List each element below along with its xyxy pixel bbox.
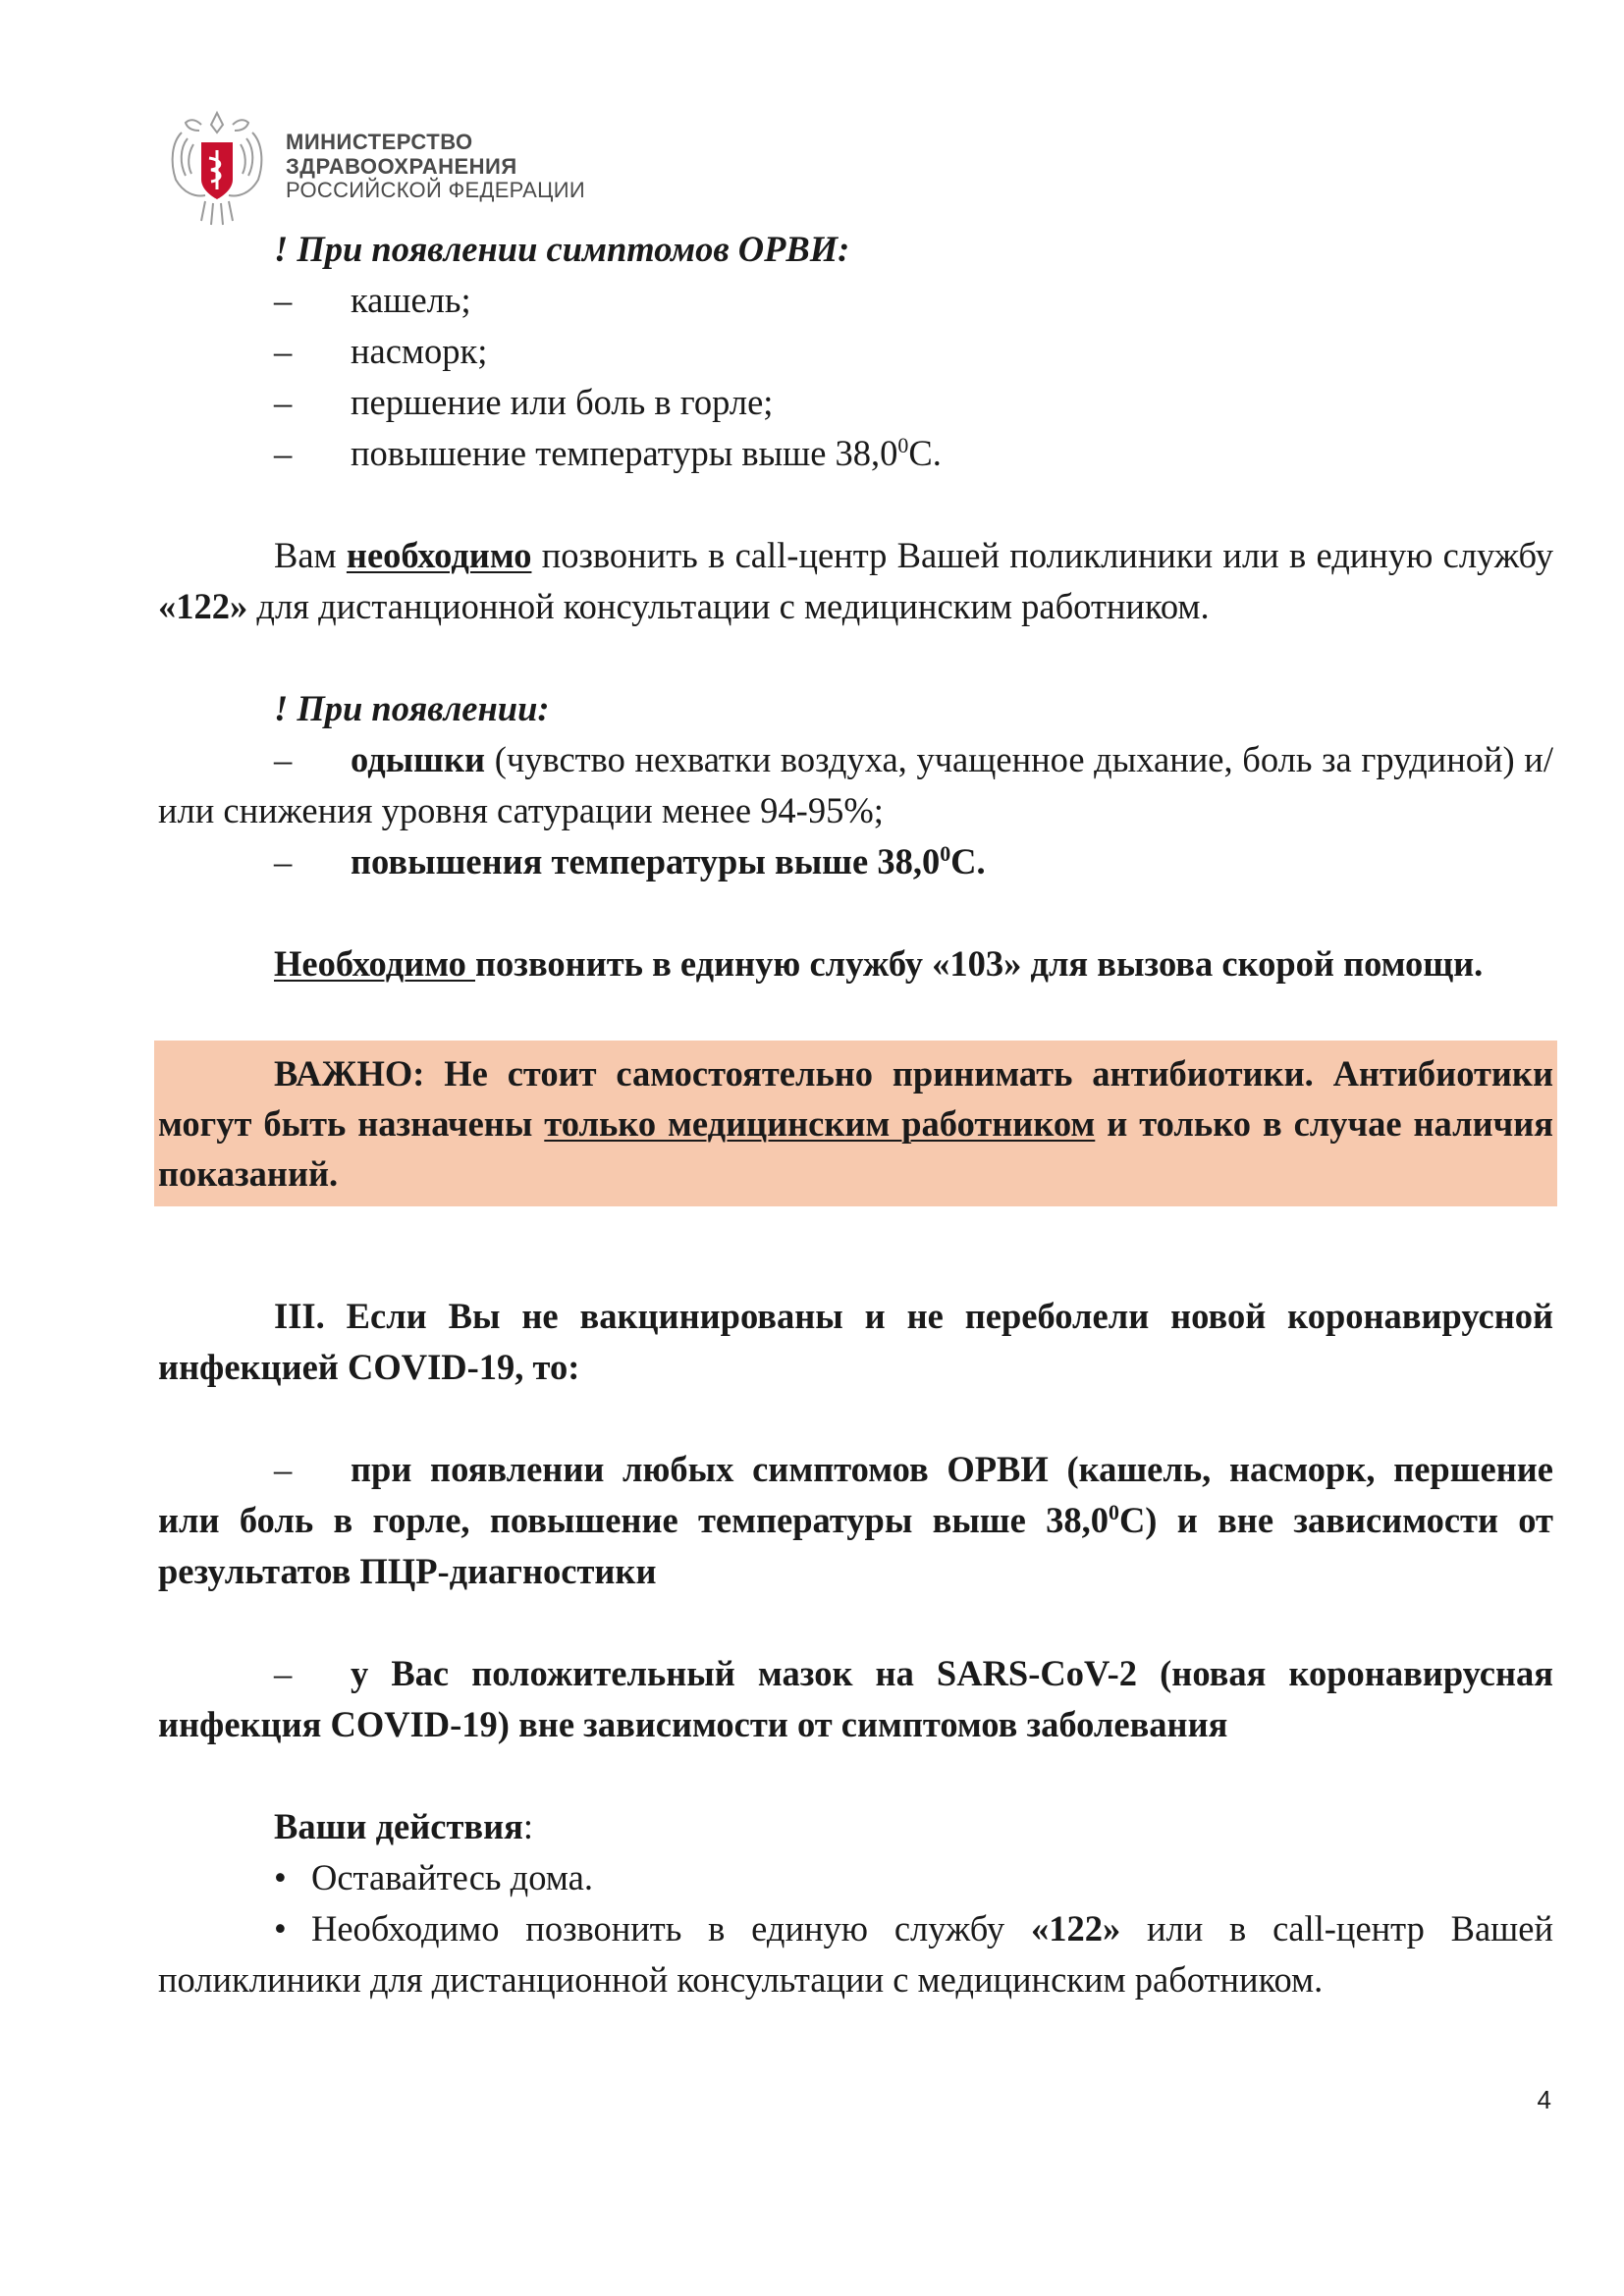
list-item <box>158 428 1553 479</box>
necessary-emphasis: необходимо <box>346 535 532 575</box>
dash-marker: – <box>274 280 293 320</box>
orvi-heading: ! При появлении симптомов ОРВИ: <box>274 229 850 269</box>
list-item <box>158 275 1553 326</box>
action-call-service <box>158 1903 1553 2005</box>
condition-text: при появлении любых симптомов ОРВИ (кашель, насморк, першение или боль в горле, повышение температуры выше 38,0 <box>158 1449 1553 1540</box>
action-text: Вам <box>274 535 347 575</box>
action-text: позвонить в call-центр Вашей поликлиники или в единую службу <box>531 535 1553 575</box>
spacer <box>158 1257 1553 1291</box>
actions-heading-colon: : <box>522 1806 534 1846</box>
ministry-header <box>162 103 585 231</box>
spacer <box>158 1750 1553 1801</box>
condition-text: у Вас положительный мазок на SARS-CoV-2 (новая коронавирусная инфекция COVID-19) вне зависимости от симптомов заболевания <box>158 1653 1553 1744</box>
condition-positive-test <box>158 1648 1553 1750</box>
spacer <box>158 1206 1553 1257</box>
dash-marker: – <box>274 739 293 779</box>
actions-heading-text: Ваши действия <box>274 1806 523 1846</box>
ministry-line-2: ЗДРАВООХРАНЕНИЯ <box>286 153 517 179</box>
list-item <box>158 326 1553 377</box>
action-stay-home <box>158 1852 1553 1903</box>
actions-heading <box>158 1801 1553 1852</box>
action-text: для дистанционной консультации с медицинским работником. <box>247 586 1210 626</box>
symptom-text: кашель; <box>351 280 471 320</box>
important-label: ВАЖНО <box>274 1053 413 1094</box>
important-notice <box>154 1041 1557 1206</box>
ministry-name <box>286 131 585 203</box>
orvi-symptom-list <box>158 275 1553 479</box>
spacer <box>158 989 1553 1041</box>
symptom-text: насморк; <box>351 331 488 371</box>
temperature-unit: С. <box>908 433 942 473</box>
dash-marker: – <box>274 1653 293 1693</box>
section-3-title: III. Если Вы не вакцинированы и не переболели новой коронавирусной инфекцией COVID-19, то: <box>158 1296 1553 1387</box>
dyspnea-description: (чувство нехватки воздуха, учащенное дыхание, боль за грудиной) и/или снижения уровня сатурации менее 94-95%; <box>158 739 1553 830</box>
degree-superscript: 0 <box>1109 1499 1119 1524</box>
list-item <box>158 377 1553 428</box>
important-text: и только в случае наличия показаний. <box>158 1103 1553 1194</box>
orvi-action-paragraph <box>158 530 1553 632</box>
service-number-122: «122» <box>1030 1908 1121 1949</box>
important-emphasis: только медицинским работником <box>544 1103 1096 1144</box>
spacer <box>158 632 1553 683</box>
temperature-text: повышение температуры выше 38,0 <box>351 433 898 473</box>
service-number-122: «122» <box>158 586 248 626</box>
spacer <box>158 479 1553 530</box>
important-text: : Не стоит самостоятельно принимать антибиотики. Антибиотики могут быть назначены <box>158 1053 1553 1144</box>
dash-marker: – <box>274 1449 293 1489</box>
condition-symptoms <box>158 1444 1553 1597</box>
severe-action-paragraph <box>158 938 1553 989</box>
symptom-text <box>351 428 942 479</box>
dyspnea-label: одышки <box>351 739 486 779</box>
action-text: Оставайтесь дома. <box>311 1857 593 1897</box>
ministry-line-3: РОССИЙСКОЙ ФЕДЕРАЦИИ <box>286 178 585 203</box>
action-text: позвонить в единую службу «103» для вызова скорой помощи. <box>475 943 1484 984</box>
dash-marker: – <box>274 382 293 422</box>
degree-superscript: 0 <box>897 432 909 457</box>
ministry-line-1: МИНИСТЕРСТВО <box>286 130 473 155</box>
double-headed-eagle-emblem-icon <box>162 103 272 231</box>
temperature-text: повышения температуры выше 38,0 <box>351 841 941 881</box>
dash-marker: – <box>274 433 293 473</box>
dash-marker: – <box>274 331 293 371</box>
severe-item-dyspnea <box>158 734 1553 836</box>
spacer <box>158 887 1553 938</box>
degree-superscript: 0 <box>940 840 951 866</box>
bullet-marker: • <box>274 1908 287 1949</box>
document-body <box>158 224 1553 2005</box>
action-text: или в call-центр Вашей поликлиники для дистанционной консультации с медицинским работником. <box>158 1908 1553 2000</box>
condition-text: С) и вне зависимости от результатов ПЦР-диагностики <box>158 1500 1553 1591</box>
spacer <box>158 1393 1553 1444</box>
severe-item-temperature <box>158 836 1553 887</box>
bullet-marker: • <box>274 1857 287 1897</box>
dash-marker: – <box>274 841 293 881</box>
page-number: 4 <box>1537 2085 1551 2114</box>
symptom-text: першение или боль в горле; <box>351 382 774 422</box>
necessary-emphasis: Необходимо <box>274 943 476 984</box>
temperature-unit: С. <box>950 841 986 881</box>
action-text: Необходимо позвонить в единую службу <box>311 1908 1031 1949</box>
severe-heading: ! При появлении: <box>274 688 550 728</box>
spacer <box>158 1597 1553 1648</box>
